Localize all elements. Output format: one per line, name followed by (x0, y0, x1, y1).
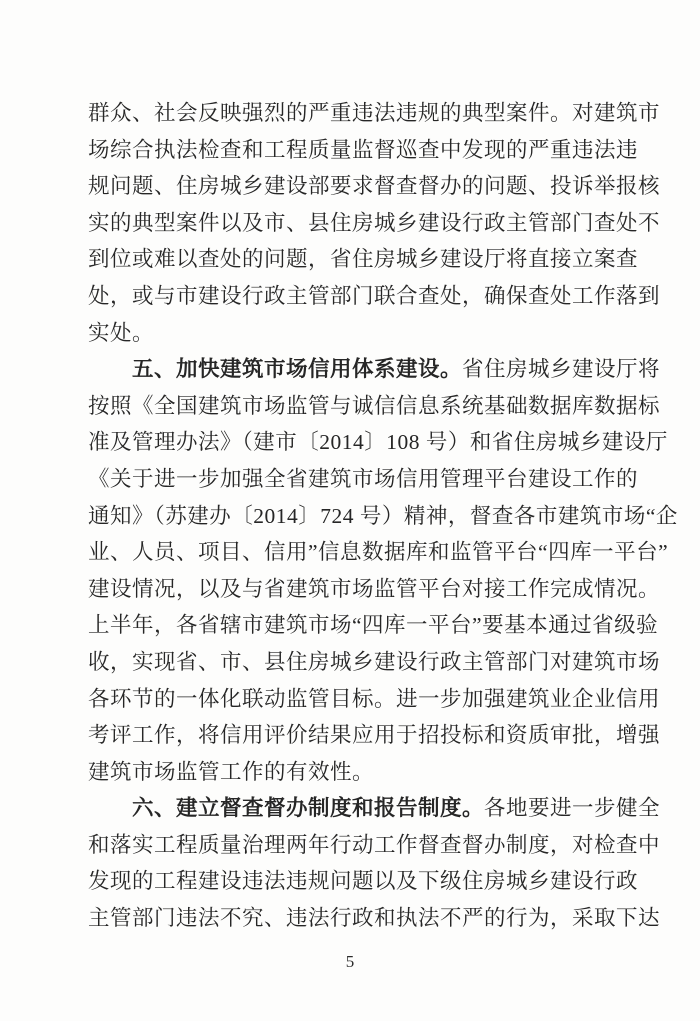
text-line (88, 278, 661, 315)
text-line (88, 241, 639, 278)
text-line (88, 95, 661, 132)
line-text: 准及管理办法》（建市〔2014〕108 号）和省住房城乡建设厅 (88, 430, 668, 455)
text-line (88, 644, 661, 681)
line-text: 《关于进一步加强全省建筑市场信用管理平台建设工作的 (88, 466, 639, 491)
line-text: 主管部门违法不究、违法行政和执法不严的行为，采取下达 (88, 906, 661, 931)
line-text: 规问题、住房城乡建设部要求督查督办的问题、投诉举报核 (88, 174, 661, 199)
text-line (88, 498, 678, 535)
text-line (88, 461, 639, 498)
line-text: 到位或难以查处的问题，省住房城乡建设厅将直接立案查 (88, 247, 639, 272)
line-text: 按照《全国建筑市场监管与诚信信息系统基础数据库数据标 (88, 393, 661, 418)
line-text: 场综合执法检查和工程质量监督巡查中发现的严重违法违 (88, 137, 639, 162)
text-line (88, 168, 661, 205)
line-text: 建筑市场监管工作的有效性。 (88, 759, 375, 784)
text-line (88, 754, 612, 791)
text-line (88, 717, 661, 754)
text-line (88, 534, 669, 571)
line-text: 通知》（苏建办〔2014〕724 号）精神，督查各市建筑市场“企 (88, 503, 678, 528)
text-line (88, 424, 668, 461)
text-line (88, 790, 661, 827)
line-text: 处，或与市建设行政主管部门联合查处，确保查处工作落到 (88, 283, 661, 308)
line-text: 考评工作，将信用评价结果应用于招投标和资质审批，增强 (88, 723, 661, 748)
section-heading: 五、加快建筑市场信用体系建设。 (132, 357, 463, 382)
text-line (88, 681, 661, 718)
line-text: 省住房城乡建设厅将 (462, 357, 661, 382)
text-line (88, 388, 661, 425)
text-line (88, 132, 639, 169)
line-text: 各环节的一体化联动监管目标。进一步加强建筑业企业信用 (88, 686, 661, 711)
document-body (88, 95, 678, 937)
section-heading: 六、建立督查督办制度和报告制度。 (132, 796, 485, 821)
text-line (88, 607, 659, 644)
line-text: 各地要进一步健全 (484, 796, 661, 821)
text-line (88, 315, 612, 352)
line-text: 收，实现省、市、县住房城乡建设行政主管部门对建筑市场 (88, 649, 661, 674)
text-line (88, 205, 661, 242)
line-text: 业、人员、项目、信用”信息数据库和监管平台“四库一平台” (88, 540, 669, 565)
text-line (88, 827, 661, 864)
text-line (88, 351, 661, 388)
text-line (88, 863, 639, 900)
line-text: 和落实工程质量治理两年行动工作督查督办制度，对检查中 (88, 832, 661, 857)
line-text: 群众、社会反映强烈的严重违法违规的典型案件。对建筑市 (88, 101, 661, 125)
line-text: 发现的工程建设违法违规问题以及下级住房城乡建设行政 (88, 869, 639, 894)
line-text: 实处。 (88, 320, 155, 345)
text-line (88, 571, 661, 608)
text-line (88, 900, 661, 937)
line-text: 建设情况，以及与省建筑市场监管平台对接工作完成情况。 (88, 576, 661, 601)
line-text: 实的典型案件以及市、县住房城乡建设行政主管部门查处不 (88, 210, 661, 235)
line-text: 上半年，各省辖市建筑市场“四库一平台”要基本通过省级验 (88, 613, 659, 638)
page-number: 5 (345, 952, 355, 971)
